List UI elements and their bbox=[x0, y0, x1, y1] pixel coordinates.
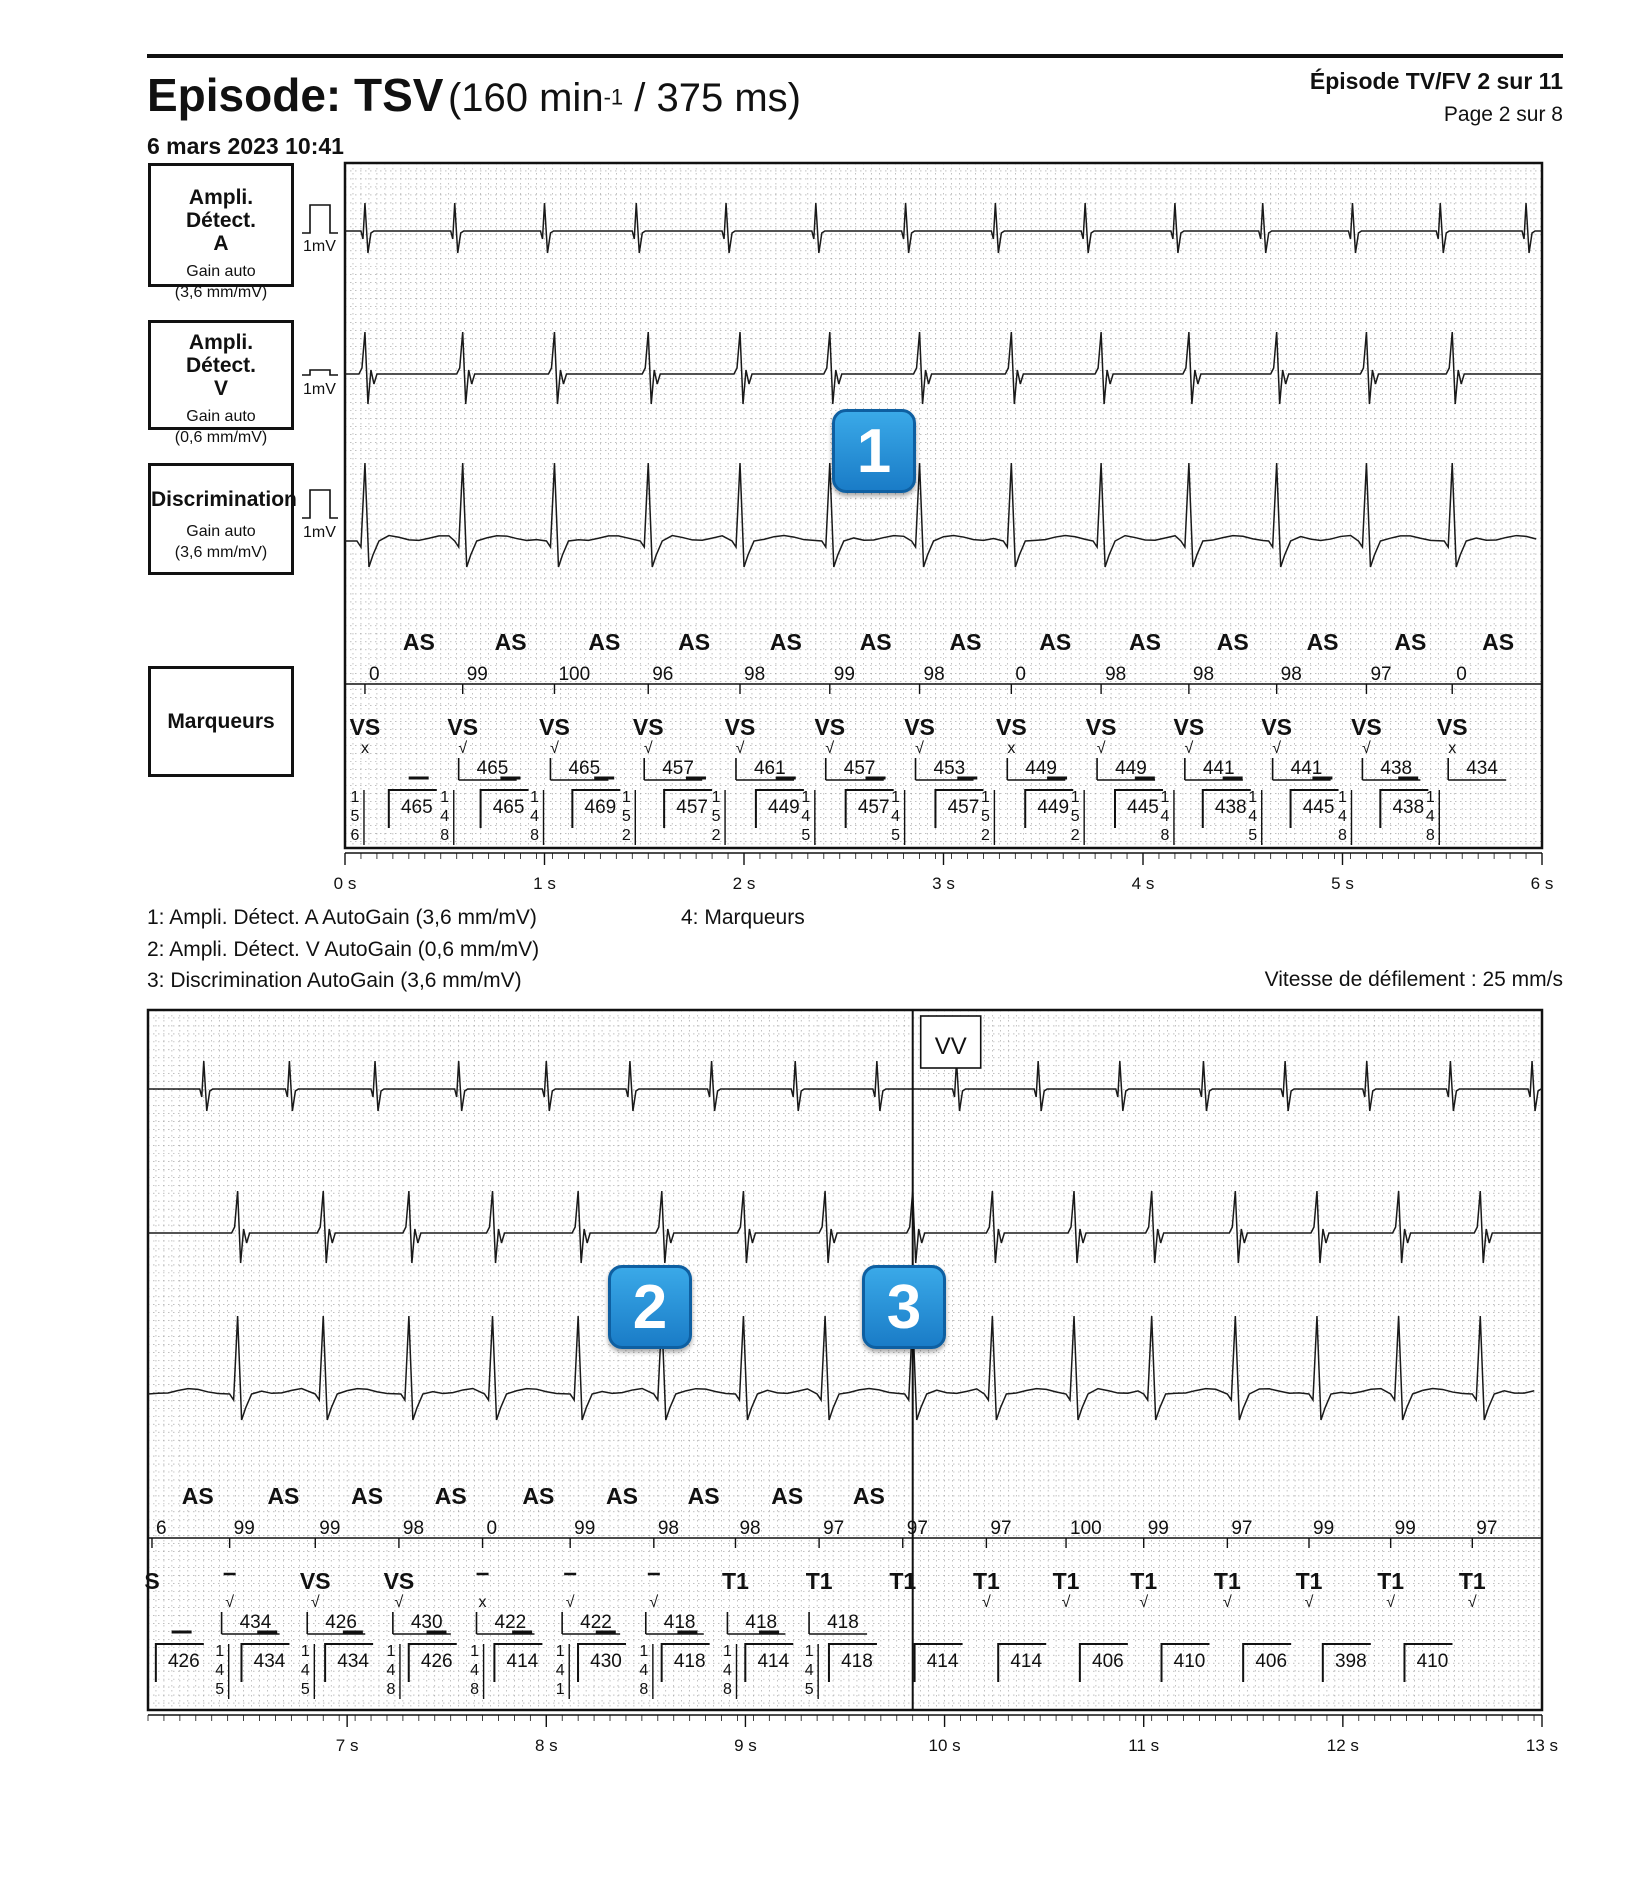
stack-digit: 4 bbox=[1425, 808, 1435, 825]
interval-upper: 434 bbox=[1466, 758, 1498, 779]
morphology-value: 99 bbox=[1147, 1518, 1169, 1539]
marker-vs: VS bbox=[1351, 714, 1382, 740]
stack-digit: 5 bbox=[1248, 827, 1258, 844]
channel-gain: Gain auto bbox=[186, 523, 256, 540]
morphology-value: 100 bbox=[1070, 1518, 1102, 1539]
ecg-strip-1 bbox=[333, 163, 1554, 903]
interval-upper: 449 bbox=[1115, 758, 1147, 779]
marker-as: AS bbox=[434, 1483, 467, 1509]
stack-digit: 6 bbox=[350, 827, 360, 844]
stack-digit: 4 bbox=[639, 1662, 649, 1679]
interval-lower: 398 bbox=[1334, 1651, 1367, 1672]
marker-vs: T1 bbox=[1052, 1568, 1080, 1594]
channel-title: Ampli. Détect. bbox=[185, 331, 257, 377]
interval-lower: 457 bbox=[676, 797, 708, 818]
morphology-value: 0 bbox=[486, 1518, 498, 1539]
interval-upper: 418 bbox=[827, 1612, 859, 1633]
morphology-value: 99 bbox=[466, 664, 488, 685]
stack-digit: 1 bbox=[891, 789, 901, 806]
trace-atrial bbox=[148, 1061, 1542, 1111]
stack-digit: 1 bbox=[1338, 789, 1347, 806]
calibration-pulse-discrimination bbox=[302, 490, 338, 518]
stack-digit: 8 bbox=[1338, 827, 1347, 844]
stack-digit: 1 bbox=[1160, 789, 1170, 806]
time-tick-label: 12 s bbox=[1326, 1736, 1359, 1755]
time-tick-label: 10 s bbox=[928, 1736, 961, 1755]
title-rate: (160 min bbox=[447, 76, 604, 120]
stack-digit: 1 bbox=[639, 1643, 649, 1660]
interval-lower: 449 bbox=[1037, 797, 1070, 818]
interval-lower: 414 bbox=[1010, 1651, 1043, 1672]
interval-upper: 461 bbox=[753, 758, 786, 779]
morphology-value: 99 bbox=[319, 1518, 341, 1539]
interval-upper: 418 bbox=[663, 1612, 696, 1633]
stack-digit: 4 bbox=[804, 1662, 814, 1679]
interval-lower: 414 bbox=[757, 1651, 790, 1672]
time-tick-label: 13 s bbox=[1525, 1736, 1559, 1755]
stack-digit: 5 bbox=[801, 827, 811, 844]
channel-title-sub: A bbox=[213, 232, 229, 255]
interval-lower: 406 bbox=[1255, 1651, 1288, 1672]
interval-upper: 418 bbox=[745, 1612, 778, 1633]
stack-digit: 1 bbox=[1248, 789, 1258, 806]
stack-digit: 4 bbox=[530, 808, 539, 825]
stack-digit: 5 bbox=[300, 1681, 310, 1698]
calibration-pulses bbox=[300, 195, 340, 555]
morphology-value: 0 bbox=[1456, 664, 1467, 685]
interval-upper: 449 bbox=[1025, 758, 1057, 779]
channel-scale: (3,6 mm/mV) bbox=[174, 284, 268, 301]
stack-digit: 2 bbox=[1070, 827, 1080, 844]
marker-vs: VS bbox=[1085, 714, 1117, 740]
channel-title: Discrimination bbox=[151, 488, 297, 511]
stack-digit: 4 bbox=[300, 1662, 310, 1679]
stack-digit: 4 bbox=[555, 1662, 565, 1679]
marker-vs: VS bbox=[539, 714, 570, 740]
marker-check: √ bbox=[550, 740, 559, 757]
page-title bbox=[147, 68, 801, 122]
trace-discrimination bbox=[345, 463, 1536, 567]
interval-upper: 434 bbox=[239, 1612, 272, 1633]
callout-badge-1: 1 bbox=[832, 409, 916, 493]
marker-as: AS bbox=[1039, 629, 1072, 655]
stack-digit: 1 bbox=[711, 789, 721, 806]
stack-digit: 4 bbox=[215, 1662, 225, 1679]
interval-lower: 430 bbox=[590, 1651, 622, 1672]
marker-check: x bbox=[1448, 740, 1457, 757]
time-tick-label: 8 s bbox=[534, 1736, 558, 1755]
marker-check: √ bbox=[643, 740, 653, 757]
strip-frame bbox=[148, 1010, 1542, 1710]
marker-as: AS bbox=[769, 629, 802, 655]
marker-as: AS bbox=[1306, 629, 1339, 655]
channel-scale: (3,6 mm/mV) bbox=[174, 544, 268, 561]
morphology-value: 98 bbox=[744, 664, 766, 685]
marker-vs: T1 bbox=[1295, 1568, 1323, 1594]
interval-lower: 434 bbox=[337, 1651, 369, 1672]
interval-upper: 441 bbox=[1290, 758, 1323, 779]
time-tick-label: 11 s bbox=[1128, 1736, 1160, 1755]
callout-badge-2: 2 bbox=[608, 1265, 692, 1349]
interval-lower: 465 bbox=[400, 797, 433, 818]
legend-item-2: 2: Ampli. Détect. V AutoGain (0,6 mm/mV) bbox=[147, 938, 540, 961]
marker-check: √ bbox=[1061, 1594, 1071, 1611]
interval-upper: 465 bbox=[476, 758, 509, 779]
morphology-value: 99 bbox=[833, 664, 855, 685]
calibration-label-atrial: 1mV bbox=[303, 238, 336, 255]
header-rule bbox=[147, 54, 1563, 58]
stack-digit: 2 bbox=[980, 827, 990, 844]
interval-upper: 457 bbox=[662, 758, 694, 779]
stack-digit: 1 bbox=[440, 789, 450, 806]
channel-title: Ampli. Détect. bbox=[185, 186, 257, 232]
stack-digit: 4 bbox=[723, 1662, 732, 1679]
marker-vs: T1 bbox=[972, 1568, 1000, 1594]
marker-vs: T1 bbox=[722, 1568, 749, 1594]
stack-digit: 2 bbox=[711, 827, 721, 844]
marker-as: AS bbox=[949, 629, 982, 655]
marker-check: √ bbox=[1184, 740, 1194, 757]
stack-digit: 8 bbox=[530, 827, 539, 844]
grid bbox=[148, 1010, 1542, 1710]
interval-lower: 438 bbox=[1392, 797, 1425, 818]
marker-vs: VS bbox=[349, 714, 381, 740]
marker-as: AS bbox=[1216, 629, 1249, 655]
time-tick-label: 6 s bbox=[1530, 874, 1554, 893]
marker-vs: VS bbox=[1261, 714, 1293, 740]
time-tick-label: 0 s bbox=[333, 874, 357, 893]
stack-digit: 5 bbox=[804, 1681, 814, 1698]
calibration-label-discrimination: 1mV bbox=[303, 524, 336, 541]
marker-check: √ bbox=[394, 1594, 404, 1611]
marker-check: √ bbox=[982, 1594, 991, 1611]
morphology-value: 97 bbox=[990, 1518, 1012, 1539]
interval-lower: 426 bbox=[420, 1651, 453, 1672]
channel-label-ventricular bbox=[148, 320, 294, 446]
time-tick-label: 9 s bbox=[734, 1736, 757, 1755]
stack-digit: 8 bbox=[723, 1681, 732, 1698]
interval-lower: 406 bbox=[1092, 1651, 1124, 1672]
marker-vs: T1 bbox=[889, 1568, 917, 1594]
morphology-value: 97 bbox=[823, 1518, 845, 1539]
trace-ventricular bbox=[148, 1191, 1542, 1263]
marker-check: √ bbox=[1139, 1594, 1149, 1611]
stack-digit: 5 bbox=[1070, 808, 1080, 825]
stack-digit: 1 bbox=[555, 1681, 565, 1698]
legend-item-3: 3: Discrimination AutoGain (3,6 mm/mV) bbox=[147, 969, 522, 992]
stack-digit: 2 bbox=[621, 827, 631, 844]
morphology-value: 98 bbox=[739, 1518, 761, 1539]
legend-item-4: 4: Marqueurs bbox=[681, 906, 805, 929]
marker-as: AS bbox=[678, 629, 711, 655]
stack-digit: 1 bbox=[386, 1643, 396, 1660]
marker-check: x bbox=[1007, 740, 1016, 757]
marker-check: √ bbox=[1096, 740, 1106, 757]
marker-check: √ bbox=[225, 1594, 235, 1611]
stack-digit: 4 bbox=[1338, 808, 1347, 825]
stack-digit: 5 bbox=[711, 808, 721, 825]
interval-lower: 469 bbox=[584, 797, 617, 818]
interval-lower: 414 bbox=[926, 1651, 959, 1672]
stack-digit: 8 bbox=[440, 827, 450, 844]
channel-gain: Gain auto bbox=[186, 408, 256, 425]
channel-label-discrimination bbox=[148, 463, 297, 575]
marker-check: √ bbox=[735, 740, 745, 757]
calibration-pulse-ventricular bbox=[302, 370, 338, 375]
legend-item-1: 1: Ampli. Détect. A AutoGain (3,6 mm/mV) bbox=[147, 906, 537, 929]
time-tick-label: 5 s bbox=[1331, 874, 1354, 893]
marker-vs: T1 bbox=[1130, 1568, 1158, 1594]
stack-digit: 4 bbox=[386, 1662, 396, 1679]
marker-vs: T1 bbox=[1377, 1568, 1405, 1594]
marker-vs: VS bbox=[383, 1568, 415, 1594]
title-rate-exponent: -1 bbox=[603, 84, 624, 110]
interval-lower: 434 bbox=[253, 1651, 286, 1672]
marker-as: AS bbox=[494, 629, 527, 655]
interval-lower: 410 bbox=[1416, 1651, 1449, 1672]
morphology-value: 97 bbox=[1231, 1518, 1253, 1539]
morphology-value: 98 bbox=[1105, 664, 1127, 685]
marker-as: AS bbox=[181, 1483, 214, 1509]
time-tick-label: 3 s bbox=[932, 874, 955, 893]
marker-as: AS bbox=[522, 1483, 555, 1509]
time-tick-label: 1 s bbox=[533, 874, 556, 893]
stack-digit: 1 bbox=[530, 789, 539, 806]
morphology-value: 98 bbox=[923, 664, 945, 685]
marker-as: AS bbox=[859, 629, 892, 655]
stack-digit: 1 bbox=[215, 1643, 225, 1660]
stack-digit: 4 bbox=[1160, 808, 1170, 825]
stack-digit: 5 bbox=[350, 808, 360, 825]
marker-check: √ bbox=[1386, 1594, 1396, 1611]
morphology-value: 97 bbox=[1476, 1518, 1498, 1539]
stack-digit: 1 bbox=[350, 789, 360, 806]
marker-vs: VS bbox=[299, 1568, 331, 1594]
time-tick-label: 7 s bbox=[335, 1736, 359, 1755]
interval-lower: 414 bbox=[506, 1651, 539, 1672]
morphology-value: 6 bbox=[155, 1518, 167, 1539]
morphology-value: 99 bbox=[1313, 1518, 1335, 1539]
marker-check: √ bbox=[1467, 1594, 1477, 1611]
stack-digit: 1 bbox=[1070, 789, 1080, 806]
marker-as: AS bbox=[267, 1483, 300, 1509]
stack-digit: 8 bbox=[1160, 827, 1170, 844]
marker-as: AS bbox=[1482, 629, 1515, 655]
interval-lower: 449 bbox=[768, 797, 800, 818]
morphology-value: 96 bbox=[652, 664, 674, 685]
interval-lower: 426 bbox=[167, 1651, 200, 1672]
morphology-value: 99 bbox=[233, 1518, 255, 1539]
calibration-label-ventricular: 1mV bbox=[303, 381, 336, 398]
interval-lower: 438 bbox=[1214, 797, 1247, 818]
channel-label-markers bbox=[148, 666, 294, 777]
stack-digit: 4 bbox=[470, 1662, 480, 1679]
stack-digit: 5 bbox=[891, 827, 901, 844]
morphology-value: 0 bbox=[368, 664, 380, 685]
stack-digit: 8 bbox=[470, 1681, 480, 1698]
marker-as: AS bbox=[1129, 629, 1161, 655]
ecg-strip-2 bbox=[144, 1010, 1559, 1770]
marker-as: AS bbox=[402, 629, 435, 655]
marker-vs: T1 bbox=[1458, 1568, 1486, 1594]
interval-lower: 418 bbox=[673, 1651, 706, 1672]
scroll-speed: Vitesse de défilement : 25 mm/s bbox=[1264, 968, 1563, 991]
stack-digit: 4 bbox=[1248, 808, 1258, 825]
page-number: Page 2 sur 8 bbox=[1443, 103, 1563, 126]
marker-check: √ bbox=[825, 740, 835, 757]
marker-check: √ bbox=[915, 740, 924, 757]
channel-gain: Gain auto bbox=[186, 263, 256, 280]
marker-check: √ bbox=[1362, 740, 1371, 757]
marker-vs: VS bbox=[724, 714, 756, 740]
morphology-value: 0 bbox=[1015, 664, 1026, 685]
marker-check: x bbox=[478, 1594, 487, 1611]
trace-discrimination bbox=[148, 1316, 1534, 1420]
morphology-value: 99 bbox=[574, 1518, 596, 1539]
interval-upper: 465 bbox=[568, 758, 601, 779]
marker-vs: S bbox=[144, 1568, 160, 1594]
episode-date: 6 mars 2023 10:41 bbox=[147, 133, 344, 159]
interval-upper: 422 bbox=[494, 1612, 527, 1633]
interval-lower: 465 bbox=[492, 797, 525, 818]
channel-title: Marqueurs bbox=[167, 709, 275, 733]
marker-check: √ bbox=[565, 1594, 575, 1611]
stack-digit: 1 bbox=[300, 1643, 310, 1660]
marker-vs: VS bbox=[904, 714, 935, 740]
marker-as: AS bbox=[351, 1483, 384, 1509]
stack-digit: 1 bbox=[801, 789, 811, 806]
interval-lower: 410 bbox=[1173, 1651, 1206, 1672]
interval-lower: 418 bbox=[841, 1651, 873, 1672]
morphology-value: 98 bbox=[402, 1518, 425, 1539]
time-tick-label: 4 s bbox=[1131, 874, 1155, 893]
interval-lower: 445 bbox=[1127, 797, 1159, 818]
callout-badge-3: 3 bbox=[862, 1265, 946, 1349]
stack-digit: 1 bbox=[723, 1643, 732, 1660]
marker-vs: T1 bbox=[805, 1568, 833, 1594]
stack-digit: 1 bbox=[470, 1643, 480, 1660]
marker-vs: VS bbox=[447, 714, 479, 740]
stack-digit: 5 bbox=[215, 1681, 225, 1698]
marker-as: AS bbox=[771, 1483, 804, 1509]
marker-vs: VS bbox=[632, 714, 664, 740]
morphology-value: 99 bbox=[1394, 1518, 1416, 1539]
channel-title-sub: V bbox=[213, 377, 228, 400]
marker-check: √ bbox=[310, 1594, 320, 1611]
channel-scale: (0,6 mm/mV) bbox=[174, 429, 268, 446]
stack-digit: 8 bbox=[639, 1681, 649, 1698]
morphology-value: 98 bbox=[657, 1518, 679, 1539]
stack-digit: 8 bbox=[1425, 827, 1435, 844]
marker-check: √ bbox=[1304, 1594, 1314, 1611]
marker-check: √ bbox=[458, 740, 468, 757]
stack-digit: 8 bbox=[386, 1681, 396, 1698]
stack-digit: 5 bbox=[980, 808, 990, 825]
stack-digit: 4 bbox=[440, 808, 450, 825]
calibration-pulse-atrial bbox=[302, 205, 338, 233]
interval-upper: 453 bbox=[933, 758, 966, 779]
marker-check: √ bbox=[649, 1594, 659, 1611]
marker-check: x bbox=[360, 740, 369, 757]
stack-digit: 4 bbox=[891, 808, 901, 825]
marker-vs: VS bbox=[1436, 714, 1468, 740]
interval-lower: 457 bbox=[947, 797, 980, 818]
marker-vs: T1 bbox=[1213, 1568, 1241, 1594]
channel-label-atrial bbox=[148, 163, 294, 301]
stack-digit: 5 bbox=[621, 808, 631, 825]
marker-vs: VS bbox=[814, 714, 846, 740]
morphology-value: 97 bbox=[1370, 664, 1392, 685]
interval-lower: 457 bbox=[857, 797, 890, 818]
stack-digit: 4 bbox=[801, 808, 811, 825]
interval-upper: 441 bbox=[1202, 758, 1235, 779]
marker-check: √ bbox=[1222, 1594, 1232, 1611]
marker-vs: VS bbox=[1173, 714, 1205, 740]
stack-digit: 1 bbox=[1425, 789, 1435, 806]
interval-lower: 445 bbox=[1302, 797, 1335, 818]
episode-counter: Épisode TV/FV 2 sur 11 bbox=[1309, 68, 1563, 94]
annotation-vv: VV bbox=[934, 1033, 967, 1060]
morphology-value: 98 bbox=[1192, 664, 1215, 685]
marker-as: AS bbox=[852, 1483, 885, 1509]
marker-as: AS bbox=[1394, 629, 1427, 655]
marker-as: AS bbox=[687, 1483, 720, 1509]
stack-digit: 1 bbox=[980, 789, 990, 806]
marker-as: AS bbox=[588, 629, 621, 655]
time-tick-label: 2 s bbox=[732, 874, 756, 893]
stack-digit: 1 bbox=[621, 789, 631, 806]
interval-upper: 430 bbox=[410, 1612, 443, 1633]
marker-as: AS bbox=[605, 1483, 638, 1509]
stack-digit: 1 bbox=[555, 1643, 565, 1660]
interval-upper: 426 bbox=[325, 1612, 357, 1633]
morphology-value: 97 bbox=[906, 1518, 928, 1539]
interval-upper: 438 bbox=[1380, 758, 1413, 779]
marker-check: √ bbox=[1272, 740, 1282, 757]
title-cycle: / 375 ms) bbox=[623, 76, 801, 120]
interval-upper: 422 bbox=[580, 1612, 612, 1633]
marker-vs: VS bbox=[995, 714, 1027, 740]
morphology-value: 100 bbox=[558, 664, 591, 685]
title-episode: Episode: TSV bbox=[147, 69, 444, 121]
interval-upper: 457 bbox=[843, 758, 876, 779]
morphology-value: 98 bbox=[1280, 664, 1302, 685]
stack-digit: 1 bbox=[804, 1643, 814, 1660]
